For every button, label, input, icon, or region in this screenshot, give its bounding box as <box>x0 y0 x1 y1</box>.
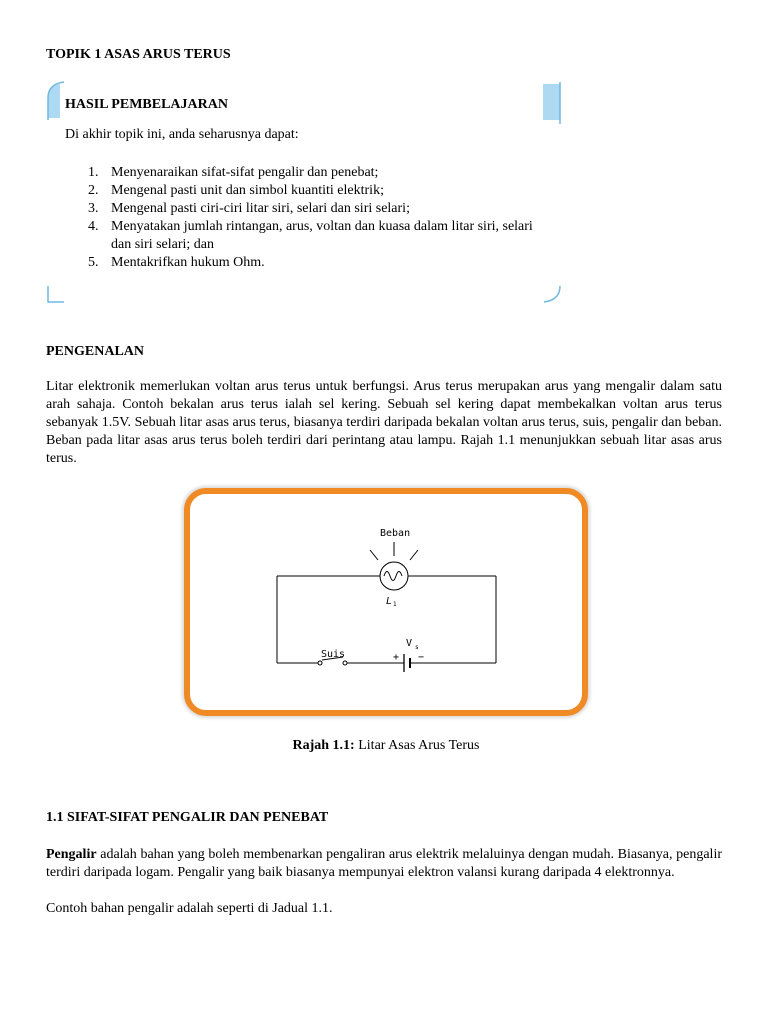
outcomes-heading: HASIL PEMBELAJARAN <box>65 97 228 112</box>
outcomes-intro: Di akhir topik ini, anda seharusnya dapat: <box>65 127 299 142</box>
outcomes-list <box>88 164 548 272</box>
figure-caption-label: Rajah 1.1: <box>292 738 355 753</box>
figure-caption-text: Litar Asas Arus Terus <box>358 738 480 753</box>
figure-caption <box>184 738 588 754</box>
outcomes-box-corner-bottom-left <box>48 286 64 302</box>
lamp-filament <box>384 572 402 581</box>
outcome-item: 1. Menyenaraikan sifat-sifat pengalir dan penebat; <box>88 165 379 180</box>
section-heading: 1.1 SIFAT-SIFAT PENGALIR DAN PENEBAT <box>46 810 329 825</box>
outcomes-box-corner-bottom-right <box>544 286 560 302</box>
page-title: TOPIK 1 ASAS ARUS TERUS <box>46 47 231 62</box>
outcome-item: 5. Mentakrifkan hukum Ohm. <box>88 255 265 270</box>
intro-heading: PENGENALAN <box>46 344 145 359</box>
label-lamp-sub: 1 <box>393 601 397 608</box>
label-plus: + <box>393 652 400 663</box>
outcome-item: 2. Mengenal pasti unit dan simbol kuantiti elektrik; <box>88 183 384 198</box>
label-source-sub: s <box>415 644 419 651</box>
conductor-definition: adalah bahan yang boleh membenarkan pengaliran arus elektrik melaluinya dengan mudah. Biasanya, pengalir terdiri daripada logam. Pengalir yang baik biasanya mempunyai elektron valansi kurang daripada 4 elektronnya. <box>46 847 722 880</box>
label-lamp: L <box>386 596 393 607</box>
circuit-diagram <box>190 494 582 710</box>
section-followup: Contoh bahan pengalir adalah seperti di Jadual 1.1. <box>46 901 333 916</box>
outcome-item: 4. Menyatakan jumlah rintangan, arus, voltan dan kuasa dalam litar siri, selari dan siri selari; dan <box>88 219 533 252</box>
lamp-ray-right <box>410 550 418 560</box>
switch-contact-right <box>343 661 347 665</box>
label-minus: − <box>418 652 425 663</box>
intro-paragraph: Litar elektronik memerlukan voltan arus terus untuk berfungsi. Arus terus merupakan arus yang mengalir dalam satu arah sahaja. Contoh bekalan arus terus ialah sel kering. Sebuah sel kering dapat membekalkan voltan arus terus sebanyak 1.5V. Sebuah litar asas arus terus, biasanya terdiri daripada bekalan voltan arus terus, suis, pengalir dan beban. Beban pada litar asas arus terus boleh terdiri dari perintang atau lampu. Rajah 1.1 menunjukkan sebuah litar asas arus terus. <box>46 379 722 466</box>
section-paragraph <box>46 846 722 882</box>
outcome-item: 3. Mengenal pasti ciri-ciri litar siri, selari dan siri selari; <box>88 201 410 216</box>
label-source: V <box>406 638 413 649</box>
term-conductor: Pengalir <box>46 847 97 862</box>
outcomes-box-corner-top-right <box>543 84 560 120</box>
label-switch: Suis <box>321 649 346 660</box>
label-load: Beban <box>380 528 411 539</box>
lamp-ray-left <box>370 550 378 560</box>
switch-contact-left <box>318 661 322 665</box>
